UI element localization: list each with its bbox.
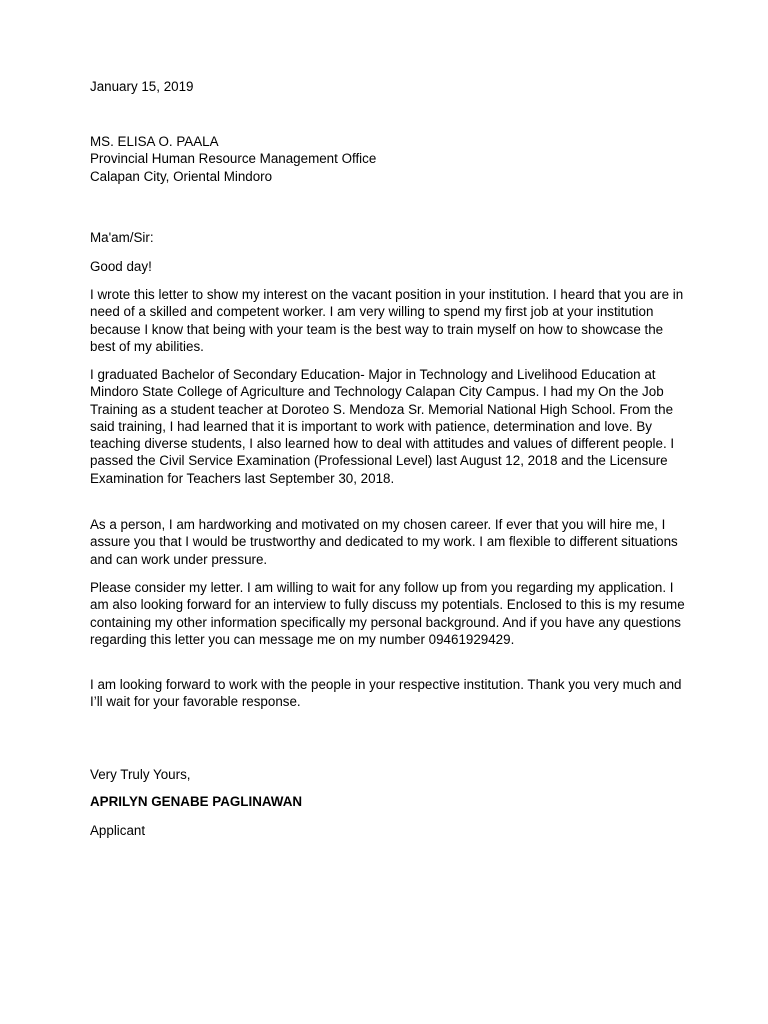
letter-date: January 15, 2019: [90, 79, 194, 94]
recipient-block: [90, 133, 690, 185]
complimentary-close: Very Truly Yours,: [90, 767, 191, 782]
body-paragraph-5: I am looking forward to work with the people in your respective institution. Thank you very much and I’ll wait for your favorable response.: [90, 677, 682, 710]
body-paragraph-3: As a person, I am hardworking and motivated on my chosen career. If ever that you will hire me, I assure you that I would be trustworthy and dedicated to my work. I am flexible to different situations and can work under pressure.: [90, 517, 678, 567]
body-paragraph-4: Please consider my letter. I am willing to wait for any follow up from you regarding my application. I am also looking forward for an interview to fully discuss my potentials. Enclosed to this is my resume containing my other information specifically my personal background. And if you have any questions regarding this letter you can message me on my number 09461929429.: [90, 580, 685, 647]
greeting: Good day!: [90, 259, 152, 274]
recipient-name: MS. ELISA O. PAALA: [90, 134, 219, 149]
body-paragraph-2: I graduated Bachelor of Secondary Education- Major in Technology and Livelihood Education at Mindoro State College of Agriculture and Technology Calapan City Campus. I had my On the Job Training as a student teacher at Doroteo S. Mendoza Sr. Memorial National High School. From the said training, I had learned that it is important to work with patience, determination and love. By teaching diverse students, I also learned how to deal with attitudes and values of different people. I passed the Civil Service Examination (Professional Level) last August 12, 2018 and the Licensure Examination for Teachers last September 30, 2018.: [90, 367, 675, 486]
body-paragraph-1: I wrote this letter to show my interest on the vacant position in your institution. I heard that you are in need of a skilled and competent worker. I am very willing to spend my first job at your institution because I know that being with your team is the best way to train myself on how to showcase the best of my abilities.: [90, 287, 684, 354]
salutation: Ma'am/Sir:: [90, 230, 154, 245]
signer-role: Applicant: [90, 823, 146, 838]
recipient-address: Calapan City, Oriental Mindoro: [90, 168, 273, 184]
recipient-office: Provincial Human Resource Management Office: [90, 151, 377, 167]
signer-name: APRILYN GENABE PAGLINAWAN: [90, 794, 303, 809]
